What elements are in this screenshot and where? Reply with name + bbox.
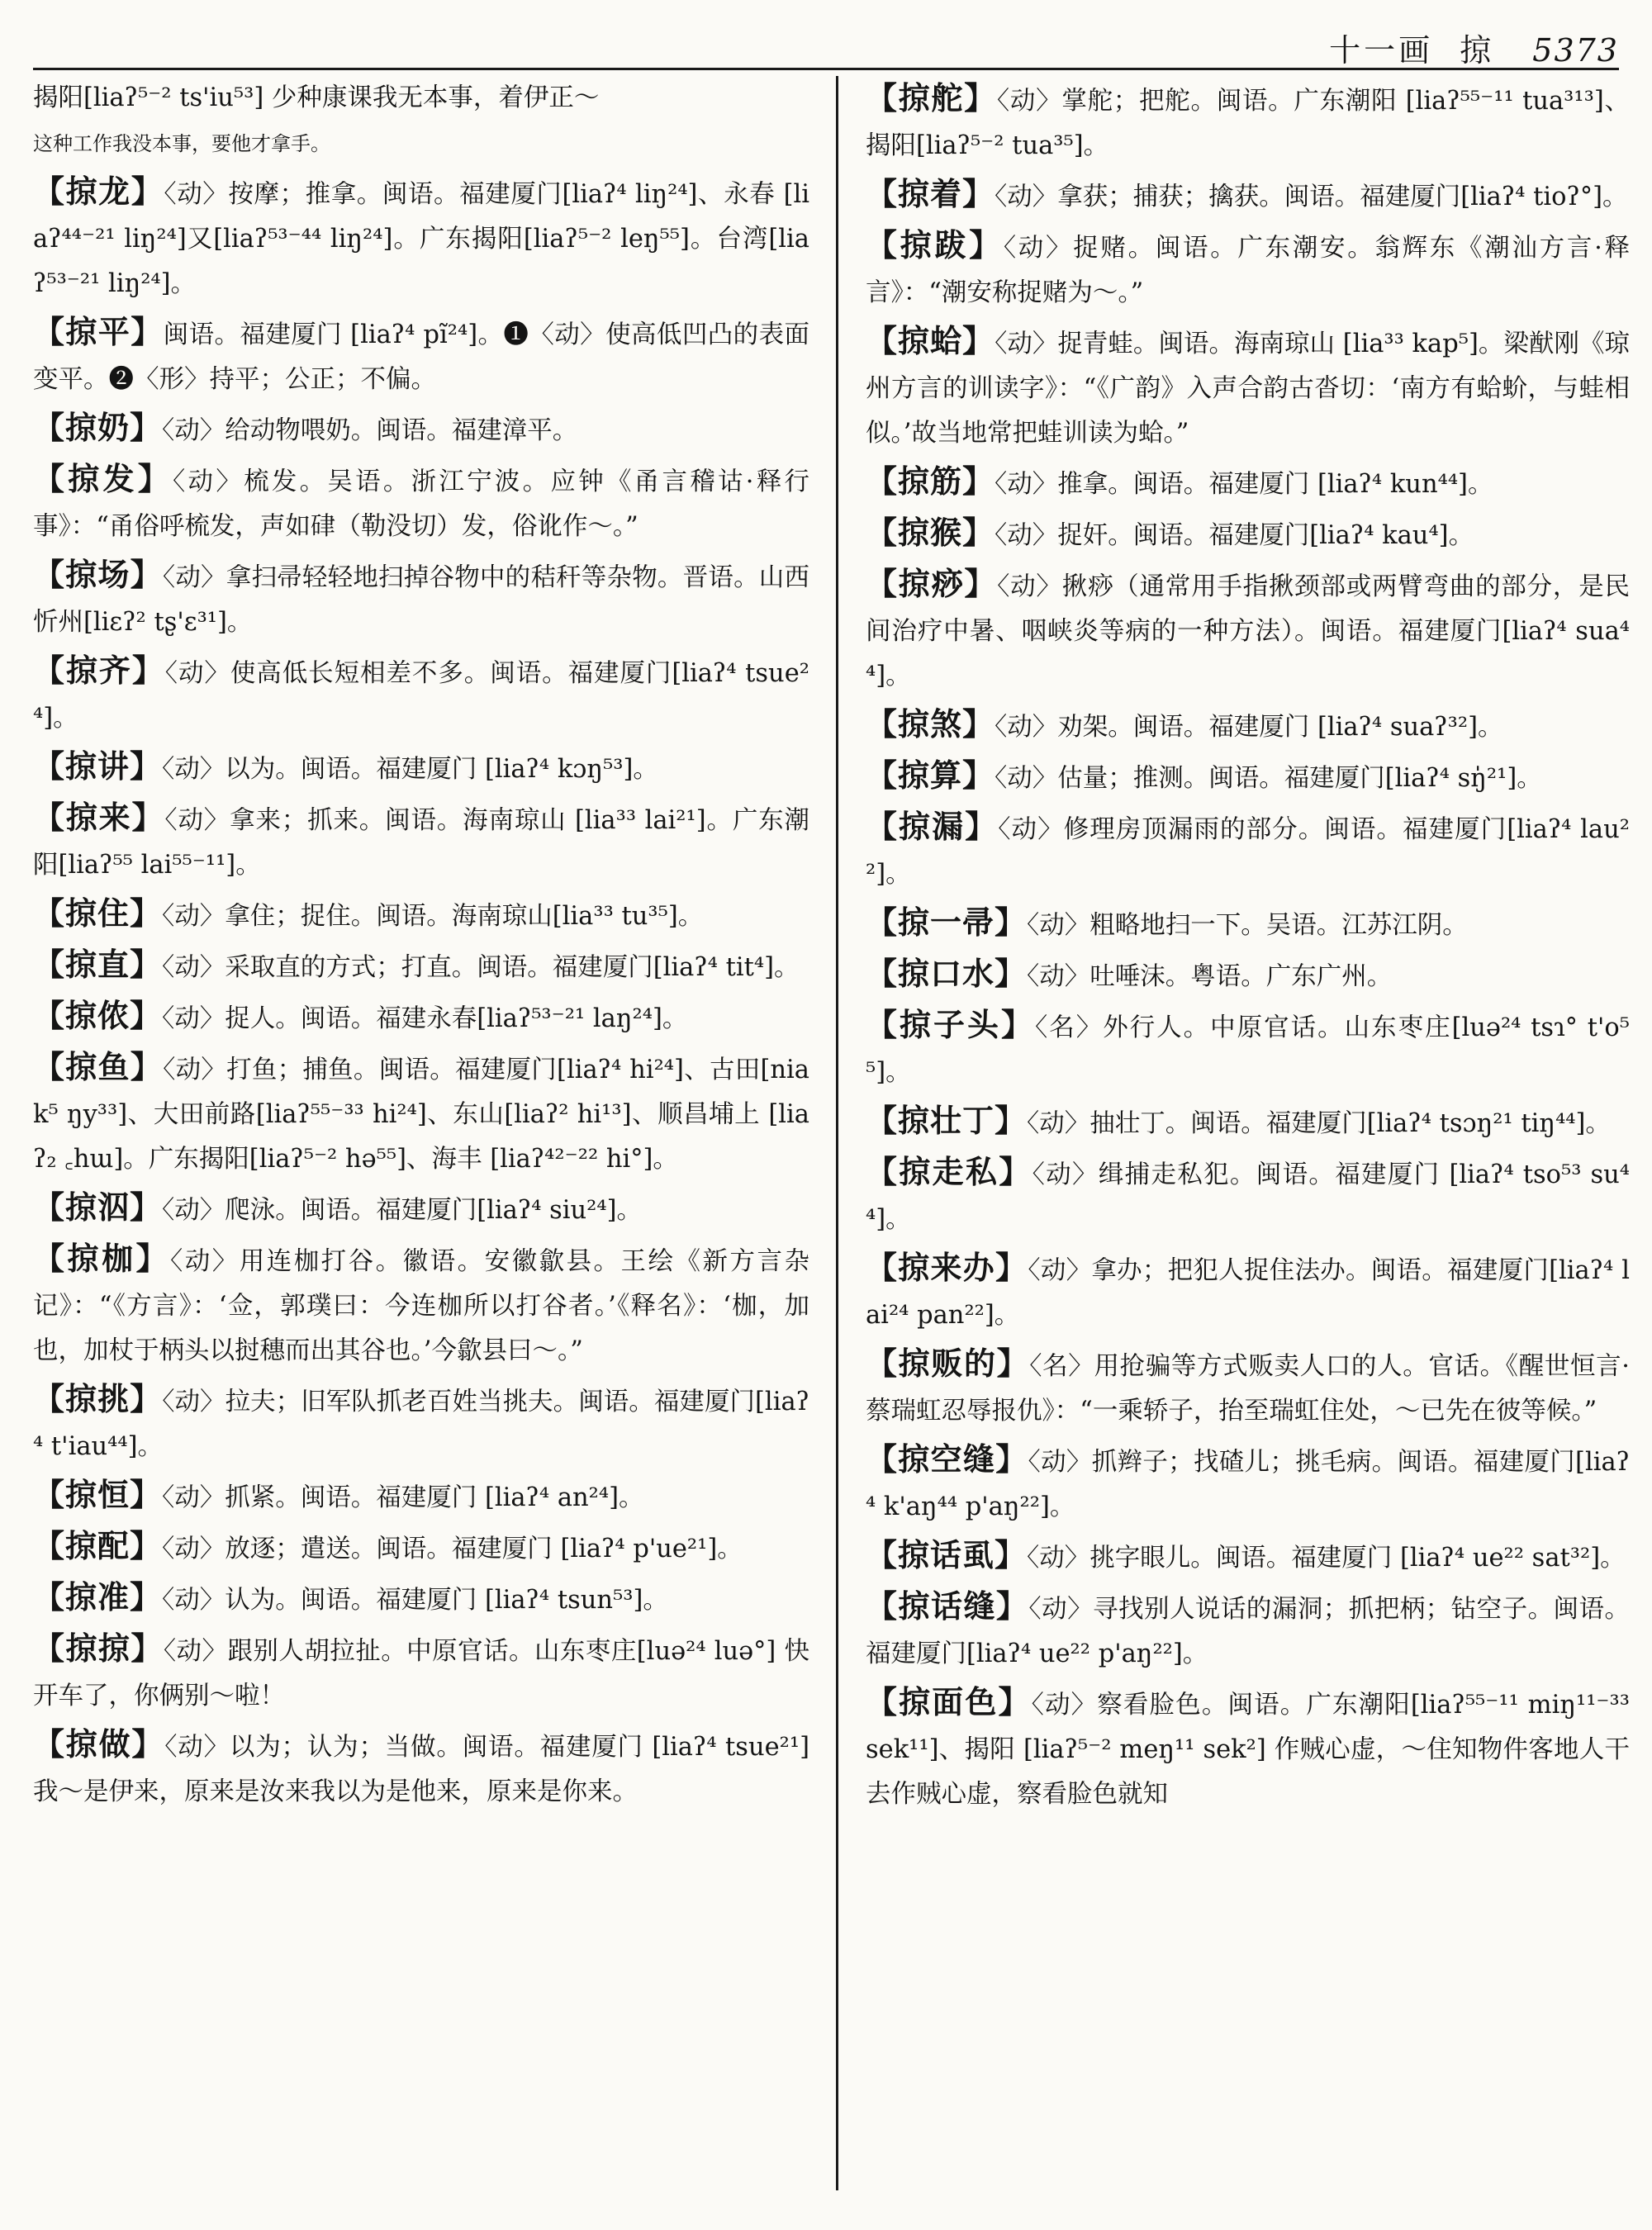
dictionary-entry <box>33 310 809 402</box>
page-number: 5373 <box>1532 32 1619 69</box>
dictionary-entry <box>33 1045 809 1182</box>
entry-headword: 【掠话缝】 <box>866 1587 1029 1625</box>
entry-definition: 〈动〉放逐；遣送。闽语。福建厦门 [liaʔ⁴ p'ue²¹]。 <box>162 1535 743 1563</box>
right-column <box>866 76 1630 2215</box>
entry-headword: 【掠鱼】 <box>33 1048 164 1085</box>
entry-definition: 〈动〉捉赌。闽语。广东潮安。翁辉东《潮汕方言·释言》：“潮安称捉赌为～。” <box>866 234 1630 307</box>
continuation-gloss: 这种工作我没本事，要他才拿手。 <box>33 132 330 155</box>
entry-headword: 【掠配】 <box>33 1527 163 1564</box>
entry-headword: 【掠子头】 <box>866 1006 1035 1043</box>
dictionary-entry <box>33 457 809 549</box>
entry-headword: 【掠算】 <box>866 757 995 794</box>
dictionary-entry <box>33 648 809 741</box>
entry-definition: 〈名〉外行人。中原官话。山东枣庄[luə²⁴ tsɿ° t'o⁵⁵]。 <box>866 1013 1630 1087</box>
entry-headword: 【掠空缝】 <box>866 1440 1028 1478</box>
dictionary-entry <box>866 172 1630 220</box>
running-head <box>1329 25 1619 70</box>
entry-definition: 〈动〉采取直的方式；打直。闽语。福建厦门[liaʔ⁴ tit⁴]。 <box>162 953 800 982</box>
left-column <box>33 76 809 2215</box>
dictionary-entry <box>33 1575 809 1623</box>
dictionary-entry <box>33 553 809 645</box>
dictionary-entry <box>33 406 809 453</box>
dictionary-entry <box>33 1626 809 1719</box>
entry-headword: 【掠猴】 <box>866 514 995 551</box>
entry-headword: 【掠发】 <box>33 460 173 497</box>
entry-headword: 【掠准】 <box>33 1578 163 1616</box>
dictionary-entry <box>866 702 1630 750</box>
dictionary-entry <box>866 753 1630 801</box>
entry-headword: 【掠龙】 <box>33 173 164 210</box>
page-header <box>33 23 1619 70</box>
entry-definition: 〈动〉拿来；抓来。闽语。海南琼山 [lia³³ lai²¹]。广东潮阳[liaʔ⁵⁵ lai⁵⁵⁻¹¹]。 <box>33 806 809 880</box>
entry-definition: 〈动〉抓紧。闽语。福建厦门 [liaʔ⁴ an²⁴]。 <box>162 1483 644 1512</box>
entry-headword: 【掠壮丁】 <box>866 1102 1028 1139</box>
dictionary-entry <box>33 942 809 990</box>
entry-headword: 【掠跋】 <box>866 226 1004 263</box>
entry-definition: 〈动〉拿办；把犯人捉住法办。闽语。福建厦门[liaʔ⁴ lai²⁴ pan²²]。 <box>866 1256 1630 1330</box>
dictionary-entry <box>866 1098 1630 1146</box>
dictionary-entry <box>33 169 809 306</box>
entry-definition: 〈动〉掌舵；把舵。闽语。广东潮阳 [liaʔ⁵⁵⁻¹¹ tua³¹³]、揭阳[liaʔ⁵⁻² tua³⁵]。 <box>866 87 1630 160</box>
entry-definition: 〈动〉使高低长短相差不多。闽语。福建厦门[liaʔ⁴ tsue²⁴]。 <box>33 659 809 733</box>
dictionary-entry <box>866 76 1630 168</box>
dictionary-entry <box>33 795 809 888</box>
dictionary-entry <box>866 223 1630 316</box>
entry-definition: 〈动〉以为。闽语。福建厦门 [liaʔ⁴ kɔŋ⁵³]。 <box>162 755 658 784</box>
entry-headword: 【掠做】 <box>33 1725 165 1763</box>
entry-headword: 【掠枷】 <box>33 1240 170 1277</box>
entry-definition: 〈动〉推拿。闽语。福建厦门 [liaʔ⁴ kun⁴⁴]。 <box>995 470 1493 499</box>
entry-definition: 〈动〉揪痧（通常用手指揪颈部或两臂弯曲的部分，是民间治疗中暑、咽峡炎等病的一种方法）。闽语。福建厦门[liaʔ⁴ sua⁴⁴]。 <box>866 572 1630 690</box>
entry-definition: 〈动〉捉青蛙。闽语。海南琼山 [lia³³ kap⁵]。梁猷刚《琼州方言的训读字》：“《广韵》入声合韵古沓切：‘南方有蛤蚧，与蛙相似。’故当地常把蛙训读为蛤。” <box>866 330 1630 448</box>
entry-definition: 〈动〉抓辫子；找碴儿；挑毛病。闽语。福建厦门[liaʔ⁴ k'aŋ⁴⁴ p'aŋ²²]。 <box>866 1448 1630 1521</box>
entry-headword: 【掠痧】 <box>866 565 998 602</box>
entry-definition: 〈动〉拿获；捕获；擒获。闽语。福建厦门[liaʔ⁴ tioʔ°]。 <box>995 183 1628 211</box>
dictionary-entry <box>866 1437 1630 1530</box>
dictionary-entry <box>866 1003 1630 1095</box>
entry-headword: 【掠面色】 <box>866 1683 1032 1720</box>
dictionary-entry <box>866 1680 1630 1817</box>
entry-definition: 〈动〉挑字眼儿。闽语。福建厦门 [liaʔ⁴ ue²² sat³²]。 <box>1027 1544 1626 1573</box>
entry-definition: 〈动〉粗略地扫一下。吴语。江苏江阴。 <box>1027 911 1468 940</box>
dictionary-entry <box>33 744 809 792</box>
entry-headword: 【掠来】 <box>33 799 165 836</box>
dictionary-entry <box>866 319 1630 456</box>
entry-headword: 【掠蛤】 <box>866 322 995 359</box>
entry-definition: 〈动〉吐唾沫。粤语。广东广州。 <box>1027 962 1393 991</box>
entry-headword: 【掠直】 <box>33 946 163 983</box>
entry-headword: 【掠讲】 <box>33 747 163 785</box>
entry-headword: 【掠走私】 <box>866 1153 1032 1190</box>
dictionary-entry <box>866 510 1630 558</box>
entry-definition: 〈动〉打鱼；捕鱼。闽语。福建厦门[liaʔ⁴ hi²⁴]、古田[niak⁵ ŋy³³]、大田前路[liaʔ⁵⁵⁻³³ hi²⁴]、东山[liaʔ² hi¹³]、顺昌埔上 [liaʔ₂ ꜀hɯ]。广东揭阳[liaʔ⁵⁻² hə⁵⁵]、海丰 [liaʔ⁴²⁻²² hi°]。 <box>33 1056 809 1174</box>
dictionary-entry <box>866 804 1630 897</box>
entry-headword: 【掠挑】 <box>33 1380 163 1417</box>
dictionary-entry <box>33 1185 809 1233</box>
dictionary-entry <box>866 900 1630 948</box>
entry-definition: 〈动〉以为；认为；当做。闽语。福建厦门 [liaʔ⁴ tsue²¹]我～是伊来，原来是汝来我以为是他来，原来是你来。 <box>33 1733 809 1806</box>
entry-headword: 【掠口水】 <box>866 955 1028 992</box>
entry-headword: 【掠筋】 <box>866 463 995 500</box>
dictionary-entry <box>33 994 809 1041</box>
entry-headword: 【掠场】 <box>33 556 163 593</box>
entry-definition: 〈动〉拿扫帚轻轻地扫掉谷物中的秸秆等杂物。晋语。山西忻州[liɛʔ² tʂ'ɛ³¹]。 <box>33 563 809 637</box>
entry-definition: 〈动〉用连枷打谷。徽语。安徽歙县。王绘《新方言杂记》：“《方言》：‘佥，郭璞曰：今连枷所以打谷者。’《释名》：‘枷，加也，加杖于柄头以挝穗而出其谷也。’今歙县曰～。” <box>33 1247 809 1365</box>
entry-headword: 【掠泅】 <box>33 1189 163 1226</box>
entry-definition: 〈动〉按摩；推拿。闽语。福建厦门[liaʔ⁴ liŋ²⁴]、永春 [liaʔ⁴⁴⁻²¹ liŋ²⁴]又[liaʔ⁵³⁻⁴⁴ liŋ²⁴]。广东揭阳[liaʔ⁵⁻² leŋ⁵⁵]。台湾[liaʔ⁵³⁻²¹ liŋ²⁴]。 <box>33 180 809 298</box>
dictionary-entry <box>866 1150 1630 1242</box>
entry-definition: 〈动〉爬泳。闽语。福建厦门[liaʔ⁴ siu²⁴]。 <box>162 1196 643 1225</box>
entry-definition: 〈动〉拉夫；旧军队抓老百姓当挑夫。闽语。福建厦门[liaʔ⁴ t'iau⁴⁴]。 <box>33 1388 809 1461</box>
entry-definition: 闽语。福建厦门 [liaʔ⁴ pĩ²⁴]。❶〈动〉使高低凹凸的表面变平。❷〈形〉持平；公正；不偏。 <box>33 320 809 394</box>
dictionary-entry <box>866 1584 1630 1677</box>
entry-definition: 〈动〉捉人。闽语。福建永春[liaʔ⁵³⁻²¹ laŋ²⁴]。 <box>162 1004 688 1033</box>
entry-definition: 〈动〉估量；推测。闽语。福建厦门[liaʔ⁴ sŋ̍²¹]。 <box>995 764 1542 793</box>
entry-definition: 〈动〉劝架。闽语。福建厦门 [liaʔ⁴ suaʔ³²]。 <box>995 713 1503 742</box>
right-entry-list <box>866 76 1630 1817</box>
entry-headword: 【掠贩的】 <box>866 1345 1030 1382</box>
entry-headword: 【掠煞】 <box>866 705 995 743</box>
continuation-text: 揭阳[liaʔ⁵⁻² ts'iu⁵³] 少种康课我无本事，着伊正～ 这种工作我没本事，要他才拿手。 <box>33 83 600 155</box>
entry-headword: 【掠话虱】 <box>866 1536 1028 1573</box>
entry-definition: 〈动〉认为。闽语。福建厦门 [liaʔ⁴ tsun⁵³]。 <box>162 1586 668 1615</box>
dictionary-entry <box>33 1377 809 1469</box>
entry-definition: 〈动〉捉奸。闽语。福建厦门[liaʔ⁴ kau⁴]。 <box>995 521 1474 550</box>
entry-headword: 【掠住】 <box>33 894 163 932</box>
dictionary-entry <box>866 459 1630 507</box>
entry-headword: 【掠漏】 <box>866 808 999 845</box>
left-entry-list <box>33 169 809 1815</box>
dictionary-entry <box>866 1341 1630 1434</box>
dictionary-entry <box>866 951 1630 999</box>
dictionary-entry <box>33 1524 809 1572</box>
entry-definition: 〈动〉给动物喂奶。闽语。福建漳平。 <box>162 416 578 445</box>
entry-headword: 【掠舵】 <box>866 79 997 116</box>
entry-definition: 〈动〉跟别人胡拉扯。中原官话。山东枣庄[luə²⁴ luə°] 快开车了，你俩别～啦！ <box>33 1637 809 1710</box>
entry-headword: 【掠一帚】 <box>866 904 1028 941</box>
entry-definition: 〈动〉梳发。吴语。浙江宁波。应钟《甬言稽诂·释行事》：“甬俗呼梳发，声如硉（勒没切）发，俗讹作～。” <box>33 467 809 541</box>
entry-headword: 【掠平】 <box>33 313 164 350</box>
entry-definition: 〈动〉修理房顶漏雨的部分。闽语。福建厦门[liaʔ⁴ lau²²]。 <box>866 815 1630 889</box>
dictionary-entry <box>866 1245 1630 1338</box>
entry-headword: 【掠着】 <box>866 175 995 212</box>
dictionary-entry <box>33 1722 809 1815</box>
entry-headword: 【掠来办】 <box>866 1249 1028 1286</box>
stroke-count-label: 十一画 掠 <box>1329 32 1495 69</box>
entry-definition: 〈动〉察看脸色。闽语。广东潮阳[liaʔ⁵⁵⁻¹¹ miŋ¹¹⁻³³ sek¹¹]、揭阳 [liaʔ⁵⁻² meŋ¹¹ sek²] 作贼心虚，～住知物件客地人干去作贼心虚，察看脸色就知 <box>866 1691 1630 1809</box>
entry-headword: 【掠侬】 <box>33 997 163 1034</box>
column-divider <box>836 76 838 2190</box>
entry-definition: 〈动〉缉捕走私犯。闽语。福建厦门 [liaʔ⁴ tso⁵³ su⁴⁴]。 <box>866 1160 1630 1234</box>
dictionary-entry <box>866 562 1630 699</box>
dictionary-entry <box>33 891 809 939</box>
entry-definition: 〈名〉用抢骗等方式贩卖人口的人。官话。《醒世恒言·蔡瑞虹忍辱报仇》：“一乘轿子，抬至瑞虹住处，～已先在彼等候。” <box>866 1352 1630 1426</box>
dictionary-entry <box>33 1473 809 1521</box>
entry-headword: 【掠恒】 <box>33 1476 163 1513</box>
dictionary-entry <box>866 1533 1630 1581</box>
entry-definition: 〈动〉抽壮丁。闽语。福建厦门[liaʔ⁴ tsɔŋ²¹ tiŋ⁴⁴]。 <box>1027 1109 1611 1138</box>
entry-definition: 〈动〉拿住；捉住。闽语。海南琼山[lia³³ tu³⁵]。 <box>162 902 704 931</box>
entry-headword: 【掠奶】 <box>33 409 163 446</box>
dictionary-entry <box>33 1236 809 1374</box>
header-character: 掠 <box>1460 32 1495 69</box>
entry-definition: 〈动〉寻找别人说话的漏洞；抓把柄；钻空子。闽语。福建厦门[liaʔ⁴ ue²² p'aŋ²²]。 <box>866 1595 1630 1668</box>
entry-headword: 【掠掠】 <box>33 1630 164 1667</box>
entry-headword: 【掠齐】 <box>33 652 165 689</box>
